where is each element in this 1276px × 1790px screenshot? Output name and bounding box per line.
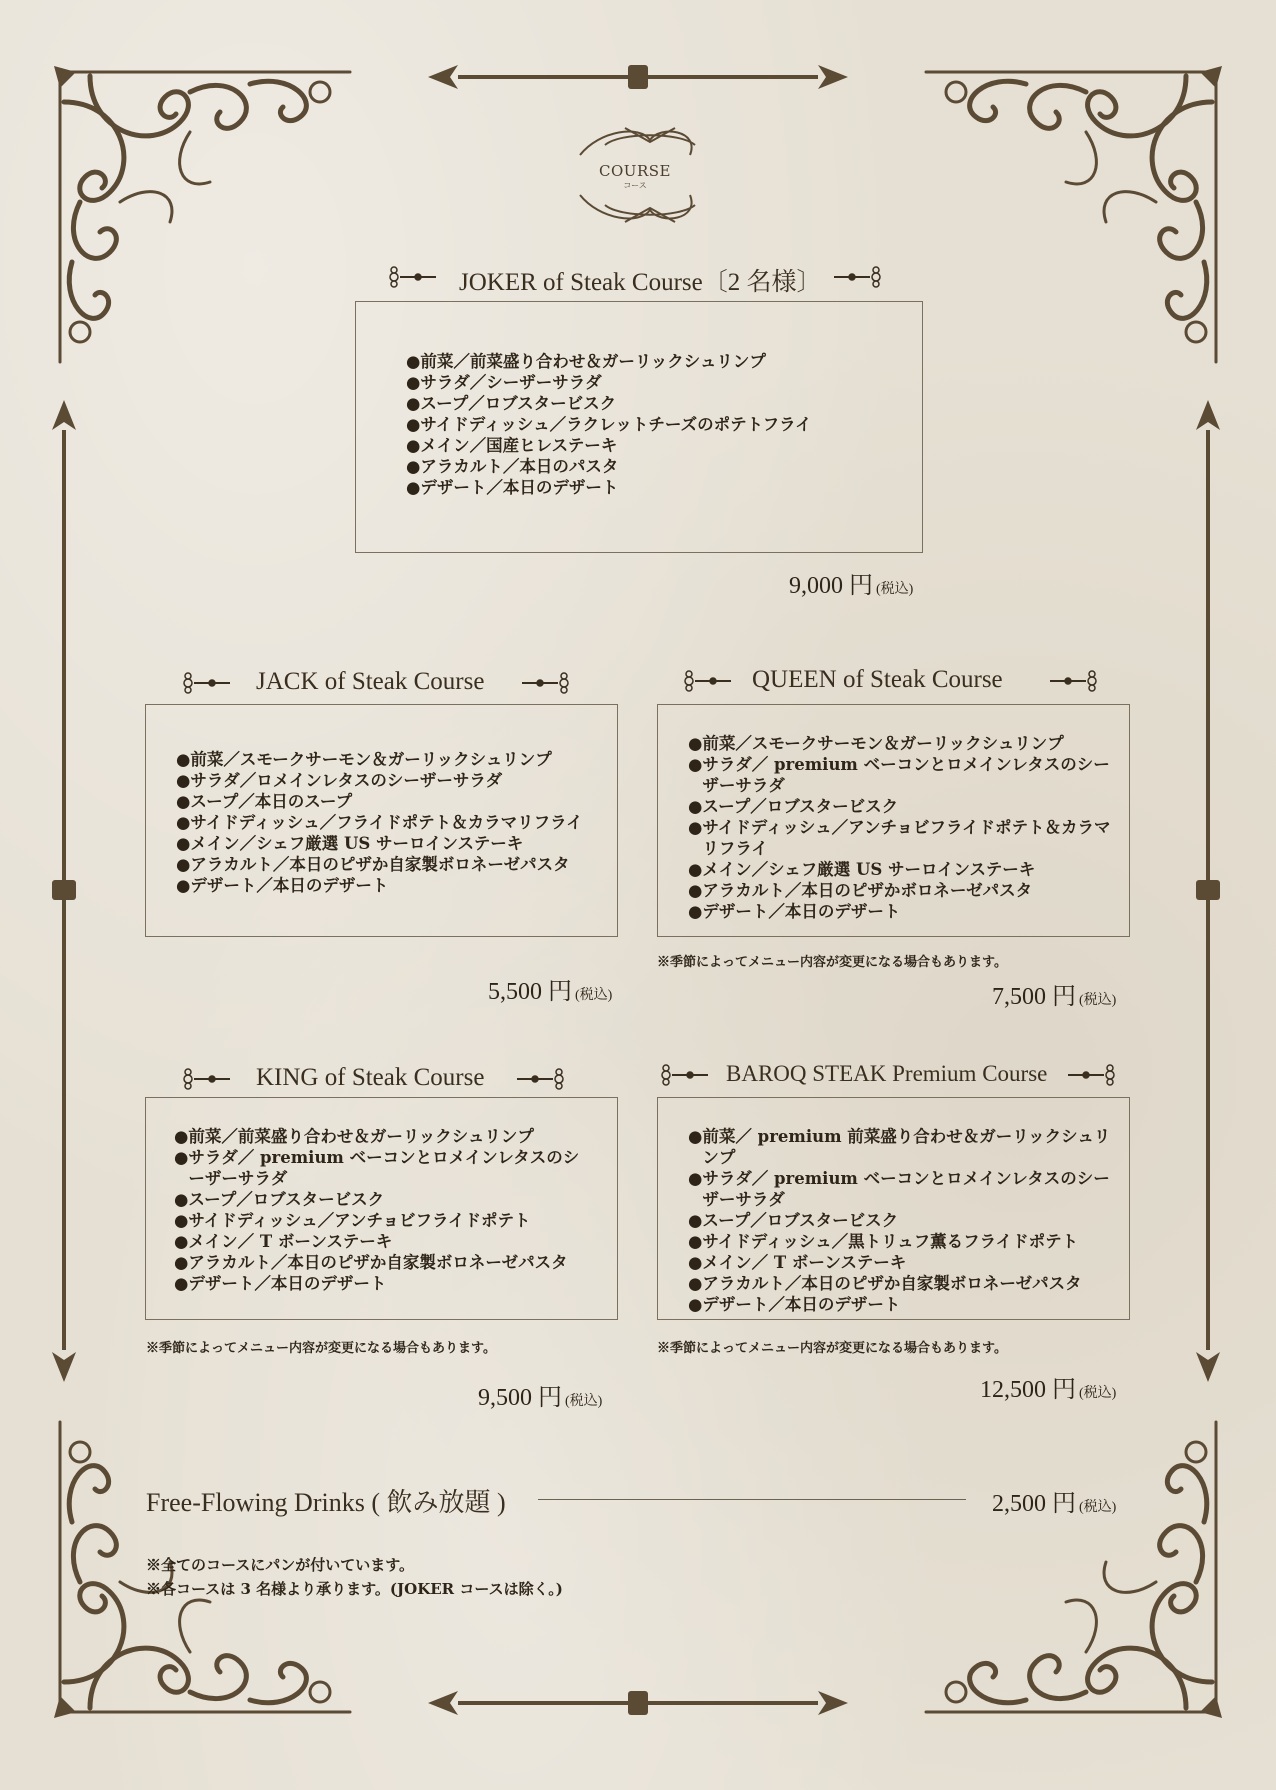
bullet-icon: ● [174, 1211, 189, 1230]
menu-item-text: メイン／ T ボーンステーキ [702, 1253, 907, 1272]
baroq-title: BAROQ STEAK Premium Course [726, 1061, 1048, 1086]
queen-note: ※季節によってメニュー内容が変更になる場合もあります。 [657, 955, 1007, 970]
bullet-icon: ● [688, 755, 703, 774]
king-price: 9,500 円 (税込) [478, 1385, 603, 1411]
menu-item [688, 880, 1123, 901]
menu-item [688, 796, 1123, 817]
queen-title: QUEEN of Steak Course [752, 666, 1003, 693]
drinks-label: Free-Flowing Drinks ( 飲み放題 ) [146, 1488, 506, 1517]
jack-items [176, 749, 611, 896]
menu-item [688, 817, 1123, 859]
menu-item [174, 1147, 589, 1189]
bullet-icon: ● [174, 1148, 189, 1167]
menu-item-text: サイドディッシュ／フライドポテト＆カラマリフライ [190, 813, 583, 832]
bullet-icon: ● [688, 1274, 703, 1293]
drinks-price: 2,500 円 (税込) [992, 1491, 1117, 1517]
menu-item-text: 前菜／前菜盛り合わせ＆ガーリックシュリンプ [420, 352, 766, 371]
bullet-icon: ● [174, 1253, 189, 1272]
bullet-icon: ● [174, 1190, 189, 1209]
menu-item [176, 854, 611, 875]
baroq-menu-box [657, 1097, 1130, 1320]
menu-item-text: スープ／ロブスタービスク [702, 1211, 899, 1230]
baroq-items [688, 1126, 1126, 1315]
menu-item [176, 791, 611, 812]
menu-item-text: デザート／本日のデザート [420, 478, 619, 497]
menu-item-text: デザート／本日のデザート [188, 1274, 387, 1293]
king-items [174, 1126, 589, 1294]
menu-item [174, 1210, 589, 1231]
bullet-icon: ● [688, 818, 703, 837]
bullet-icon: ● [688, 902, 703, 921]
bullet-icon: ● [688, 1232, 703, 1251]
bullet-icon: ● [688, 1295, 703, 1314]
bullet-icon: ● [174, 1274, 189, 1293]
menu-item-text: メイン／シェフ厳選 US サーロインステーキ [702, 860, 1036, 879]
menu-item [174, 1273, 589, 1294]
menu-item-text: スープ／ロブスタービスク [702, 797, 899, 816]
menu-item-text: メイン／国産ヒレステーキ [420, 436, 618, 455]
menu-item-text: アラカルト／本日のピザか自家製ボロネーゼパスタ [188, 1253, 568, 1272]
course-logo [570, 120, 700, 230]
bullet-icon: ● [176, 813, 191, 832]
baroq-note: ※季節によってメニュー内容が変更になる場合もあります。 [657, 1341, 1007, 1356]
bullet-icon: ● [176, 876, 191, 895]
bullet-icon: ● [688, 881, 703, 900]
menu-item [174, 1231, 589, 1252]
bullet-icon: ● [176, 834, 191, 853]
bullet-icon: ● [688, 797, 703, 816]
king-note: ※季節によってメニュー内容が変更になる場合もあります。 [146, 1341, 496, 1356]
bullet-icon: ● [688, 734, 703, 753]
menu-item-text: 前菜／ premium 前菜盛り合わせ＆ガーリックシュリンプ [702, 1127, 1111, 1167]
menu-item-text: サラダ／ロメインレタスのシーザーサラダ [190, 771, 503, 790]
menu-item-text: アラカルト／本日のピザか自家製ボロネーゼパスタ [702, 1274, 1082, 1293]
footnote-bread: ※全てのコースにパンが付いています。 [146, 1556, 415, 1574]
bullet-icon: ● [176, 771, 191, 790]
bullet-icon: ● [406, 415, 421, 434]
menu-item [688, 1252, 1126, 1273]
king-menu-box [145, 1097, 618, 1320]
menu-item [688, 1210, 1126, 1231]
menu-item [176, 749, 611, 770]
bullet-icon: ● [406, 457, 421, 476]
bullet-icon: ● [406, 373, 421, 392]
menu-item [406, 456, 916, 477]
menu-item [406, 477, 916, 498]
menu-item [688, 1126, 1126, 1168]
menu-item [406, 435, 916, 456]
jack-menu-box [145, 704, 618, 937]
menu-item [176, 812, 611, 833]
menu-item-text: サラダ／ premium ベーコンとロメインレタスのシーザーサラダ [702, 1169, 1110, 1209]
bullet-icon: ● [688, 1127, 703, 1146]
baroq-price: 12,500 円 (税込) [980, 1377, 1117, 1403]
menu-item-text: アラカルト／本日のピザかボロネーゼパスタ [702, 881, 1033, 900]
menu-item [688, 1168, 1126, 1210]
menu-item [406, 372, 916, 393]
jack-title: JACK of Steak Course [256, 668, 485, 695]
menu-item-text: サラダ／シーザーサラダ [420, 373, 602, 392]
menu-item-text: サイドディッシュ／ラクレットチーズのポテトフライ [420, 415, 812, 434]
bullet-icon: ● [688, 1211, 703, 1230]
bullet-icon: ● [688, 1253, 703, 1272]
menu-item-text: デザート／本日のデザート [702, 1295, 901, 1314]
queen-items [688, 733, 1123, 922]
footnote-party-size: ※各コースは 3 名様より承ります。(JOKER コースは除く。) [146, 1580, 563, 1598]
menu-item-text: サイドディッシュ／黒トリュフ薫るフライドポテト [702, 1232, 1079, 1251]
menu-item-text: サラダ／ premium ベーコンとロメインレタスのシーザーサラダ [188, 1148, 580, 1188]
menu-item [688, 859, 1123, 880]
menu-item-text: スープ／ロブスタービスク [188, 1190, 385, 1209]
menu-item-text: アラカルト／本日のピザか自家製ボロネーゼパスタ [190, 855, 570, 874]
menu-item-text: メイン／ T ボーンステーキ [188, 1232, 393, 1251]
menu-item [406, 414, 916, 435]
menu-item [688, 901, 1123, 922]
bullet-icon: ● [174, 1127, 189, 1146]
menu-item [176, 770, 611, 791]
menu-item-text: サラダ／ premium ベーコンとロメインレタスのシーザーサラダ [702, 755, 1110, 795]
menu-item-text: 前菜／スモークサーモン＆ガーリックシュリンプ [190, 750, 552, 769]
joker-menu-box [355, 301, 923, 553]
queen-price: 7,500 円 (税込) [992, 984, 1117, 1010]
menu-item-text: デザート／本日のデザート [190, 876, 389, 895]
menu-item-text: サイドディッシュ／アンチョビフライドポテト [188, 1211, 531, 1230]
menu-item [688, 754, 1123, 796]
menu-item-text: スープ／ロブスタービスク [420, 394, 617, 413]
joker-items [406, 351, 916, 498]
drinks-divider [538, 1499, 966, 1500]
bullet-icon: ● [176, 855, 191, 874]
logo-title: COURSE [599, 162, 671, 180]
menu-item-text: スープ／本日のスープ [190, 792, 353, 811]
menu-item [688, 733, 1123, 754]
menu-item [688, 1231, 1126, 1252]
bullet-icon: ● [406, 394, 421, 413]
menu-item [176, 875, 611, 896]
menu-item [406, 351, 916, 372]
menu-item-text: メイン／シェフ厳選 US サーロインステーキ [190, 834, 524, 853]
bullet-icon: ● [406, 436, 421, 455]
bullet-icon: ● [176, 792, 191, 811]
bullet-icon: ● [174, 1232, 189, 1251]
joker-title: JOKER of Steak Course〔2 名様〕 [459, 269, 822, 296]
menu-item [688, 1273, 1126, 1294]
menu-item-text: 前菜／スモークサーモン＆ガーリックシュリンプ [702, 734, 1064, 753]
jack-price: 5,500 円 (税込) [488, 979, 613, 1005]
bullet-icon: ● [176, 750, 191, 769]
menu-item [174, 1126, 589, 1147]
joker-price: 9,000 円 (税込) [789, 573, 914, 599]
menu-item-text: サイドディッシュ／アンチョビフライドポテト＆カラマリフライ [702, 818, 1111, 858]
logo-subtitle: コース [623, 181, 647, 190]
menu-item-text: デザート／本日のデザート [702, 902, 901, 921]
bullet-icon: ● [688, 1169, 703, 1188]
menu-item [406, 393, 916, 414]
bullet-icon: ● [688, 860, 703, 879]
bullet-icon: ● [406, 352, 421, 371]
menu-item [176, 833, 611, 854]
king-title: KING of Steak Course [256, 1064, 485, 1091]
menu-item [174, 1252, 589, 1273]
menu-item-text: 前菜／前菜盛り合わせ＆ガーリックシュリンプ [188, 1127, 534, 1146]
menu-item-text: アラカルト／本日のパスタ [420, 457, 619, 476]
queen-menu-box [657, 704, 1130, 937]
menu-item [174, 1189, 589, 1210]
menu-item [688, 1294, 1126, 1315]
bullet-icon: ● [406, 478, 421, 497]
